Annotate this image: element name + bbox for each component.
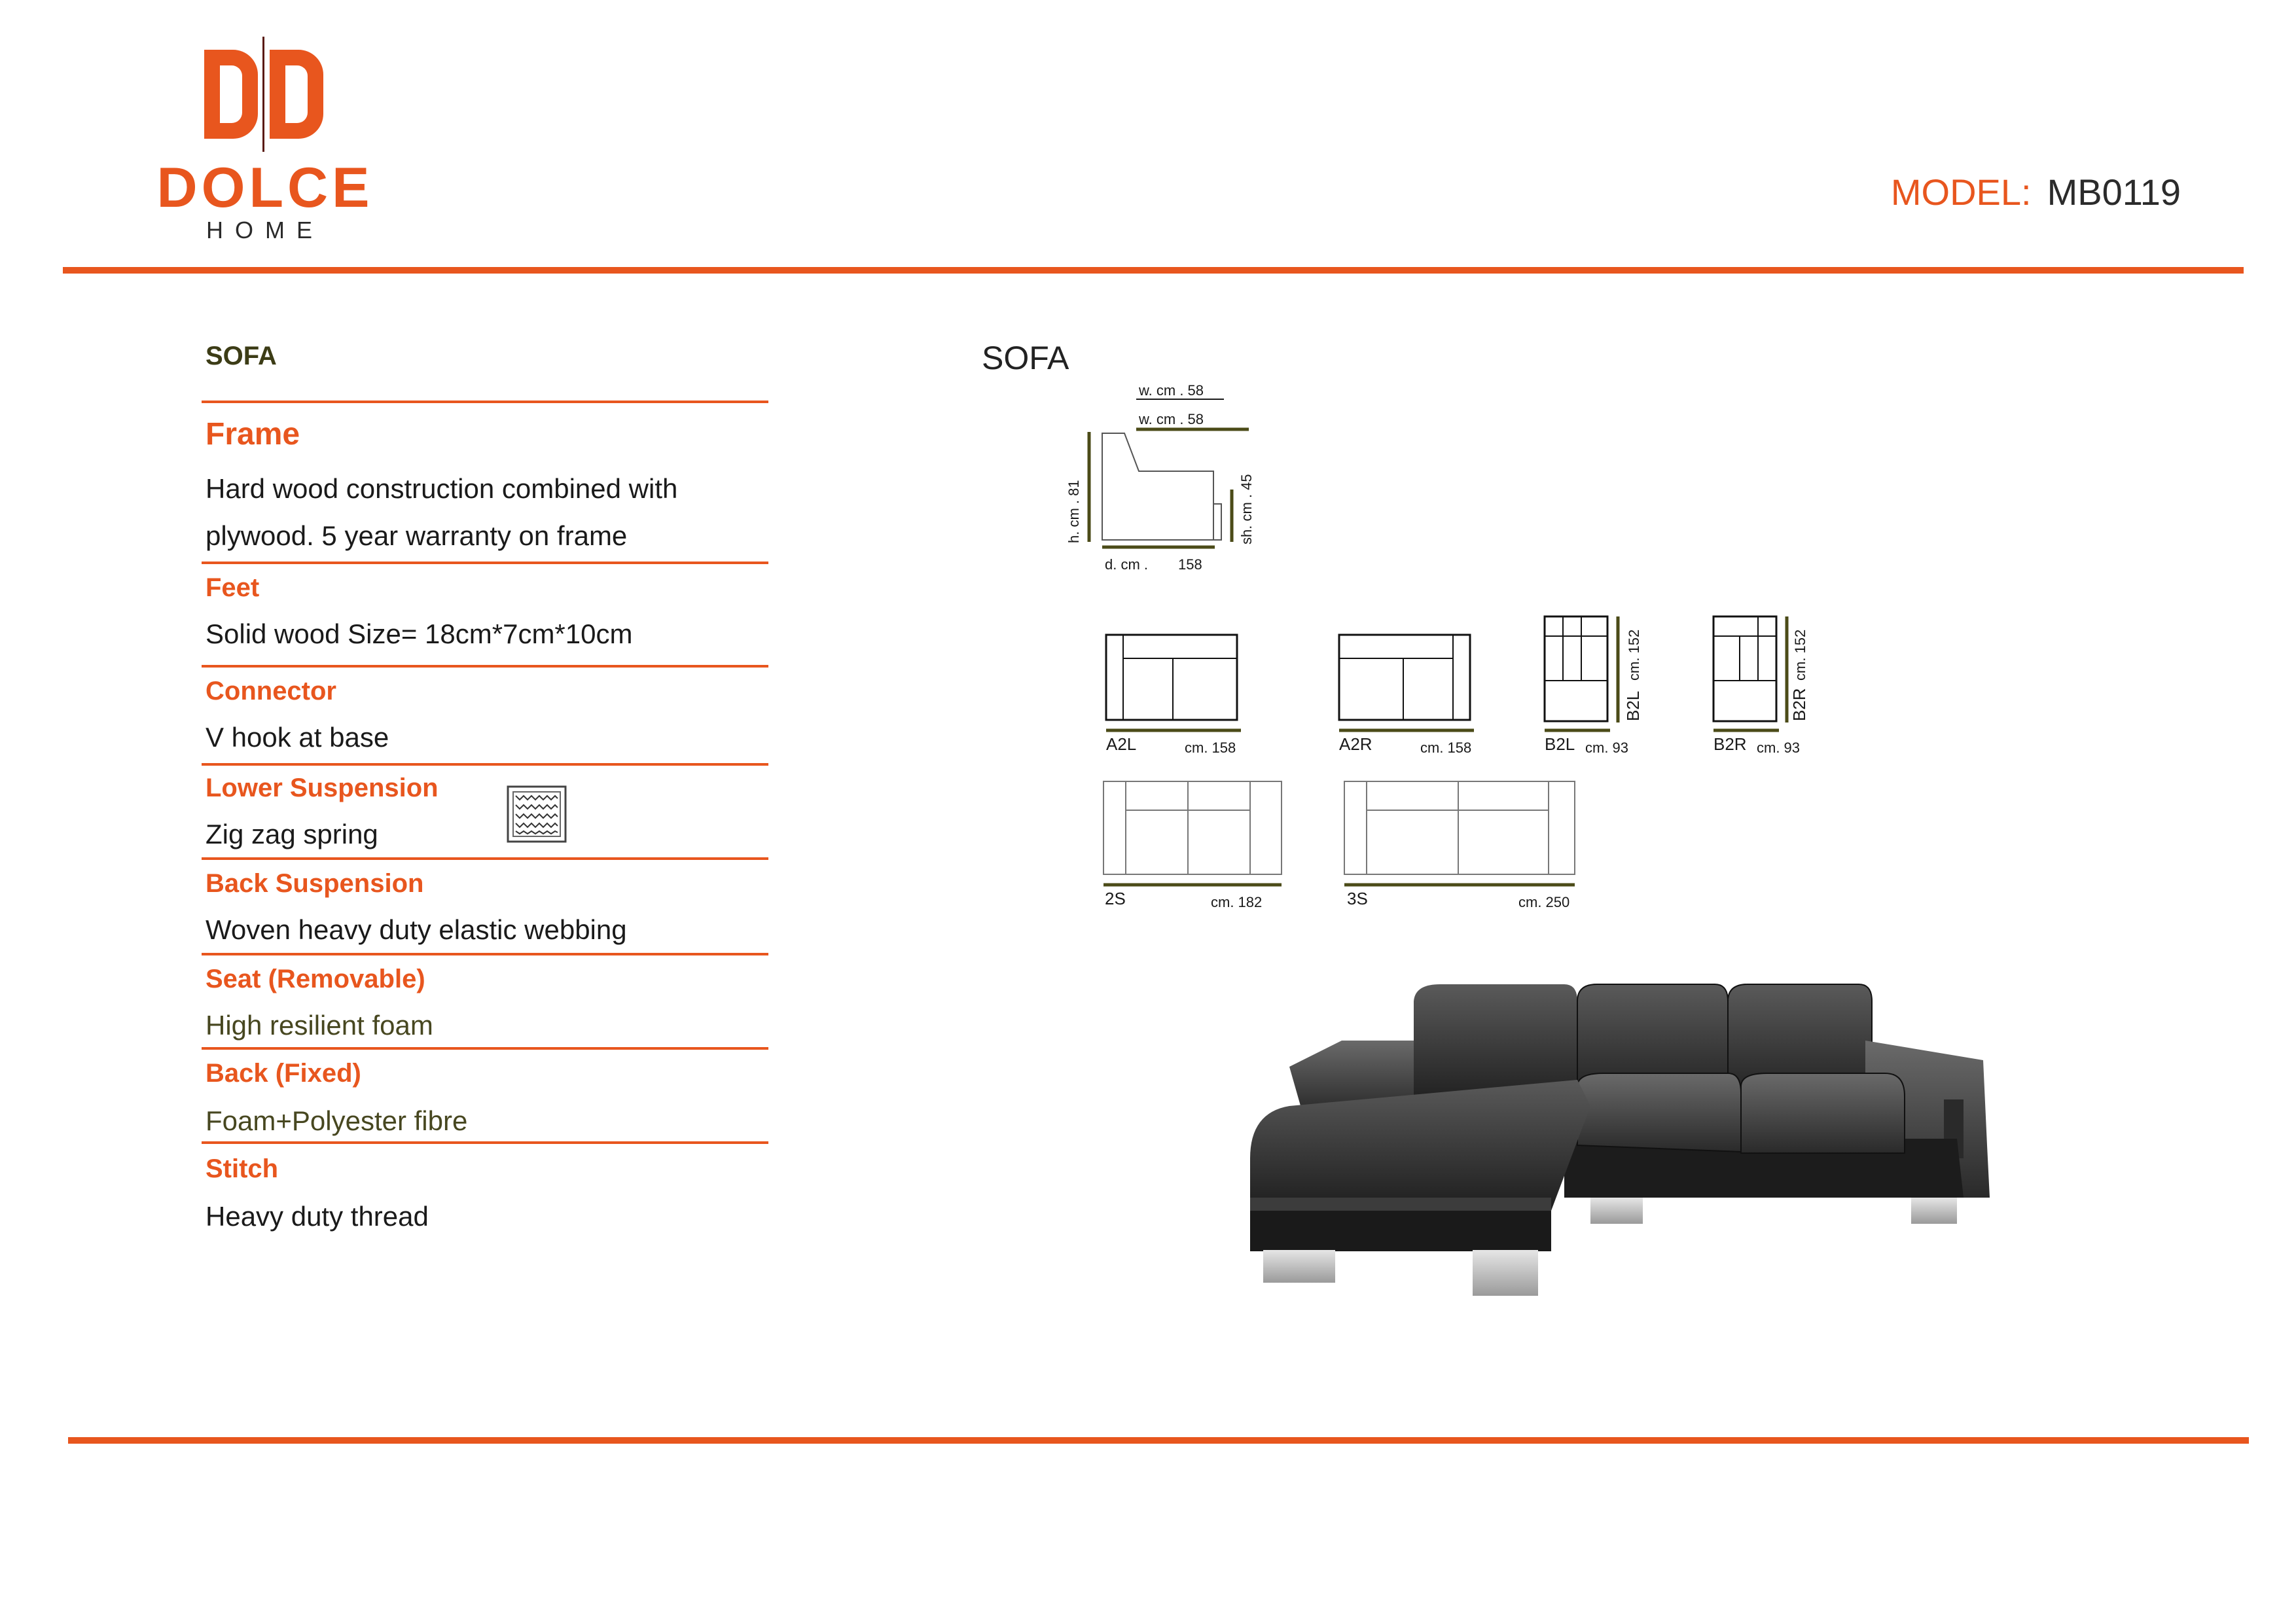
spec-label-frame: Frame — [206, 417, 300, 452]
module-size: cm. 158 — [1420, 740, 1472, 756]
spec-divider — [202, 1141, 768, 1144]
diagram-title: SOFA — [982, 340, 1069, 376]
module-b2l — [1545, 616, 1643, 756]
module-size: cm. 93 — [1757, 740, 1801, 756]
spec-label-back-suspension: Back Suspension — [206, 869, 424, 898]
module-code: 2S — [1105, 889, 1126, 908]
side-width-2: w. cm . 58 — [1139, 411, 1204, 427]
module-height: cm. 152 — [1792, 629, 1808, 681]
spec-divider — [202, 953, 768, 955]
module-code: A2L — [1106, 734, 1137, 754]
model-number: MB0119 — [2047, 171, 2181, 213]
brand-subname: HOME — [206, 217, 324, 243]
model-label: MODEL: — [1890, 171, 2032, 213]
spec-divider — [202, 857, 768, 860]
module-size: cm. 158 — [1185, 740, 1236, 756]
module-3s — [1344, 781, 1575, 910]
module-size: cm. 182 — [1211, 894, 1263, 910]
spec-value-lower-suspension: Zig zag spring — [206, 819, 378, 849]
spec-value-seat: High resilient foam — [206, 1010, 433, 1041]
module-code: B2R — [1713, 734, 1747, 754]
header-divider — [63, 267, 2244, 274]
side-width-1: w. cm . 58 — [1139, 382, 1204, 399]
zigzag-spring-icon — [507, 785, 567, 843]
module-2s — [1103, 781, 1282, 910]
module-a2l — [1106, 635, 1241, 756]
module-b2r — [1713, 616, 1809, 756]
spec-label-back: Back (Fixed) — [206, 1059, 361, 1088]
spec-label-lower-suspension: Lower Suspension — [206, 774, 439, 802]
module-height: cm. 152 — [1626, 629, 1642, 681]
spec-divider — [202, 665, 768, 668]
module-code: B2L — [1545, 734, 1575, 754]
sofa-photo — [1224, 982, 1996, 1302]
spec-divider — [202, 401, 768, 403]
spec-value-feet: Solid wood Size= 18cm*7cm*10cm — [206, 618, 633, 649]
module-code: 3S — [1347, 889, 1368, 908]
module-code: A2R — [1339, 734, 1372, 754]
spec-value-back: Foam+Polyester fibre — [206, 1105, 468, 1136]
side-height: h. cm . 81 — [1066, 480, 1082, 543]
module-a2r — [1339, 635, 1474, 756]
spec-value-frame-line1: Hard wood construction combined with — [206, 473, 678, 504]
brand-logo-icon — [204, 37, 329, 152]
module-size: cm. 250 — [1518, 894, 1570, 910]
model-heading — [1890, 171, 2181, 213]
side-depth-value: 158 — [1178, 556, 1202, 573]
spec-label-connector: Connector — [206, 677, 336, 705]
module-code-vertical: B2L — [1623, 690, 1643, 721]
product-category: SOFA — [206, 342, 277, 370]
spec-divider — [202, 1047, 768, 1050]
side-seat-height: sh. cm . 45 — [1238, 474, 1255, 544]
footer-divider — [68, 1437, 2249, 1444]
side-view-diagram — [1066, 382, 1255, 573]
side-depth-label: d. cm . — [1105, 556, 1149, 573]
spec-label-stitch: Stitch — [206, 1154, 279, 1183]
module-diagrams — [1066, 373, 1809, 929]
module-size: cm. 93 — [1585, 740, 1629, 756]
spec-value-back-suspension: Woven heavy duty elastic webbing — [206, 914, 627, 945]
spec-divider — [202, 763, 768, 766]
brand-name: DOLCE — [156, 156, 374, 219]
spec-label-seat: Seat (Removable) — [206, 965, 425, 993]
spec-label-feet: Feet — [206, 573, 260, 602]
spec-divider — [202, 562, 768, 564]
spec-value-stitch: Heavy duty thread — [206, 1201, 429, 1232]
module-code-vertical: B2R — [1789, 688, 1809, 721]
spec-value-frame-line2: plywood. 5 year warranty on frame — [206, 520, 628, 551]
spec-value-connector: V hook at base — [206, 722, 389, 753]
